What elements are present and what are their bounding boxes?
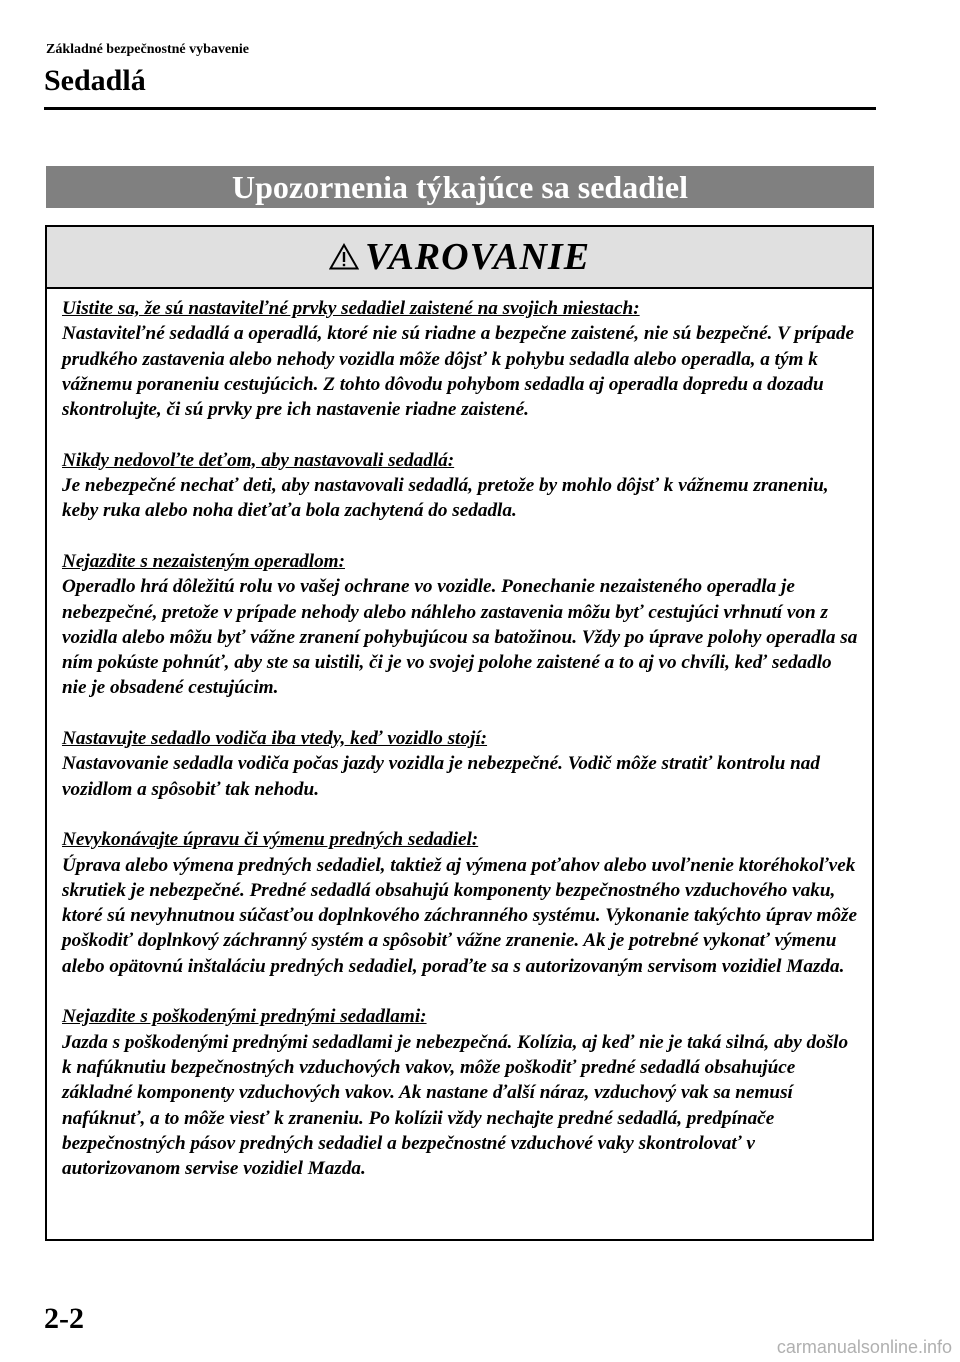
paragraph-heading: Nejazdite s nezaisteným operadlom: <box>62 550 345 572</box>
warning-paragraph <box>62 448 858 524</box>
warning-paragraph <box>62 726 858 802</box>
warning-header <box>47 227 872 289</box>
page-title: Sedadlá <box>44 64 146 97</box>
warning-paragraph <box>62 1004 858 1181</box>
warning-paragraph <box>62 549 858 701</box>
warning-label: VAROVANIE <box>364 236 591 278</box>
watermark: carmanualsonline.info <box>776 1337 952 1357</box>
paragraph-text: Jazda s poškodenými prednými sedadlami je nebezpečná. Kolízia, aj keď nie je taká silná, aby došlo k nafúknutiu bezpečnostných vzduchových vakov, môže poškodiť predné sedadlá obsahujúce základné komponenty vzduchových vakov. Ak nastane ďalší náraz, vzduchový vak sa nemusí nafúknuť, a to môže viesť k zraneniu. Po kolízii vždy nechajte predné sedadlá, predpínače bezpečnostných pásov predných sedadiel a bezpečnostné vzduchové vaky skontrolovať v autorizovanom servise vozidiel Mazda. <box>62 1031 849 1180</box>
warning-paragraph <box>62 296 858 422</box>
paragraph-heading: Uistite sa, že sú nastaviteľné prvky sedadiel zaistené na svojich miestach: <box>62 298 640 319</box>
title-divider <box>44 107 876 110</box>
paragraph-text: Operadlo hrá dôležitú rolu vo vašej ochrane vo vozidle. Ponechanie nezaisteného operadla je nebezpečné, pretože v prípade nehody alebo náhleho zastavenia môžu byť cestujúci vrhnutí von z vozidla alebo môžu byť vážne zranení pohybujúcou sa batožinou. Vždy po úprave polohy operadla sa ním pokúste pohnúť, aby ste sa uistili, či je vo svojej polohe zaistené a to aj vo chvíli, keď sedadlo nie je obsadené cestujúcim. <box>62 576 858 699</box>
paragraph-text: Úprava alebo výmena predných sedadiel, taktiež aj výmena poťahov alebo uvoľnenie ktoréhokoľvek skrutiek je nebezpečné. Predné sedadlá obsahujú komponenty bezpečnostného vzduchového vaku, ktoré sú nevyhnutnou súčasťou doplnkového záchranného systému. Vykonanie takýchto úprav môže poškodiť doplnkový záchranný systém a spôsobiť vážne zranenie. Ak je potrebné vykonať výmenu alebo opätovnú inštaláciu predných sedadiel, poraďte sa s autorizovaným servisom vozidiel Mazda. <box>62 854 858 977</box>
breadcrumb: Základné bezpečnostné vybavenie <box>46 42 250 57</box>
warning-body <box>47 289 872 1181</box>
paragraph-heading: Nikdy nedovoľte deťom, aby nastavovali sedadlá: <box>62 449 455 471</box>
warning-paragraph <box>62 827 858 979</box>
page-number: 2-2 <box>44 1302 84 1335</box>
warning-triangle-icon <box>329 243 359 270</box>
paragraph-heading: Nastavujte sedadlo vodiča iba vtedy, keď vozidlo stojí: <box>62 728 488 750</box>
paragraph-text: Je nebezpečné nechať deti, aby nastavovali sedadlá, pretože by mohlo dôjsť k vážnemu zraneniu, keby ruka alebo noha dieťaťa bola zachytená do sedadla. <box>62 475 829 522</box>
warning-box <box>45 225 874 1241</box>
paragraph-text: Nastaviteľné sedadlá a operadlá, ktoré nie sú riadne a bezpečne zaistené, nie sú bezpečné. V prípade prudkého zastavenia alebo nehody vozidla môže dôjsť k pohybu sedadla alebo operadla, a tým k vážnemu poraneniu cestujúcich. Z tohto dôvodu pohybom sedadla aj operadla dopredu a dozadu skontrolujte, či sú prvky pre ich nastavenie riadne zaistené. <box>62 323 855 421</box>
paragraph-text: Nastavovanie sedadla vodiča počas jazdy vozidla je nebezpečné. Vodič môže stratiť kontrolu nad vozidlom a spôsobiť tak nehodu. <box>62 753 820 800</box>
paragraph-heading: Nevykonávajte úpravu či výmenu predných sedadiel: <box>62 829 479 851</box>
paragraph-heading: Nejazdite s poškodenými prednými sedadlami: <box>62 1006 427 1028</box>
section-banner: Upozornenia týkajúce sa sedadiel <box>46 166 874 208</box>
